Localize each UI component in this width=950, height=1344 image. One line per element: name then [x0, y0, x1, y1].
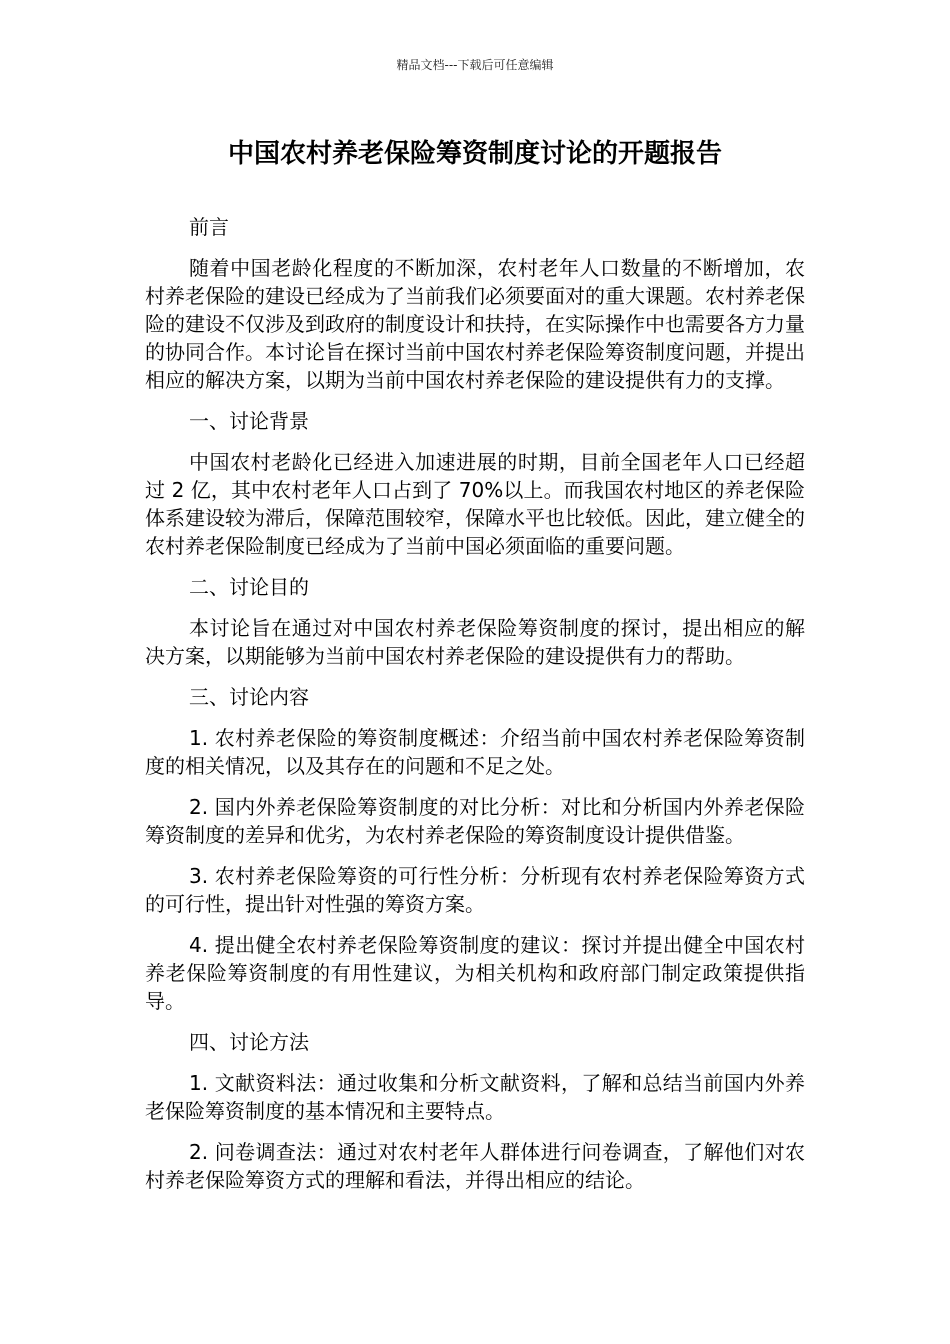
method-item-2: 2. 问卷调查法：通过对农村老年人群体进行问卷调查，了解他们对农村养老保险筹资方式的理解和看法，并得出相应的结论。	[145, 1140, 805, 1192]
section-heading-content: 三、讨论内容	[189, 685, 309, 709]
content-item-3: 3. 农村养老保险筹资的可行性分析：分析现有农村养老保险筹资方式的可行性，提出针对性强的筹资方案。	[145, 864, 805, 916]
paragraph-preface: 随着中国老龄化程度的不断加深，农村老年人口数量的不断增加，农村养老保险的建设已经成为了当前我们必须要面对的重大课题。农村养老保险的建设不仅涉及到政府的制度设计和扶持，在实际操作中也需要各方力量的协同合作。本讨论旨在探讨当前中国农村养老保险筹资制度问题，并提出相应的解决方案，以期为当前中国农村养老保险的建设提供有力的支撑。	[145, 256, 805, 392]
section-heading-background: 一、讨论背景	[189, 409, 309, 433]
document-title: 中国农村养老保险筹资制度讨论的开题报告	[227, 139, 722, 169]
content-item-1: 1. 农村养老保险的筹资制度概述：介绍当前中国农村养老保险筹资制度的相关情况，以及其存在的问题和不足之处。	[145, 726, 805, 778]
section-heading-method: 四、讨论方法	[189, 1030, 309, 1054]
paragraph-background: 中国农村老龄化已经进入加速进展的时期，目前全国老年人口已经超过 2 亿，其中农村老年人口占到了 70%以上。而我国农村地区的养老保险体系建设较为滞后，保障范围较窄，保障水平也比较低。因此，建立健全的农村养老保险制度已经成为了当前中国必须面临的重要问题。	[145, 450, 805, 558]
method-item-1: 1. 文献资料法：通过收集和分析文献资料，了解和总结当前国内外养老保险筹资制度的基本情况和主要特点。	[145, 1071, 805, 1123]
content-item-2: 2. 国内外养老保险筹资制度的对比分析：对比和分析国内外养老保险筹资制度的差异和优劣，为农村养老保险的筹资制度设计提供借鉴。	[145, 795, 805, 847]
paragraph-purpose: 本讨论旨在通过对中国农村养老保险筹资制度的探讨，提出相应的解决方案，以期能够为当前中国农村养老保险的建设提供有力的帮助。	[145, 616, 805, 668]
header-note: 精品文档---下载后可任意编辑	[396, 58, 554, 72]
content-item-4: 4. 提出健全农村养老保险筹资制度的建议：探讨并提出健全中国农村养老保险筹资制度的有用性建议，为相关机构和政府部门制定政策提供指导。	[145, 933, 805, 1013]
document-body	[145, 213, 805, 1207]
section-heading-purpose: 二、讨论目的	[189, 575, 309, 599]
section-heading-preface: 前言	[189, 215, 229, 239]
